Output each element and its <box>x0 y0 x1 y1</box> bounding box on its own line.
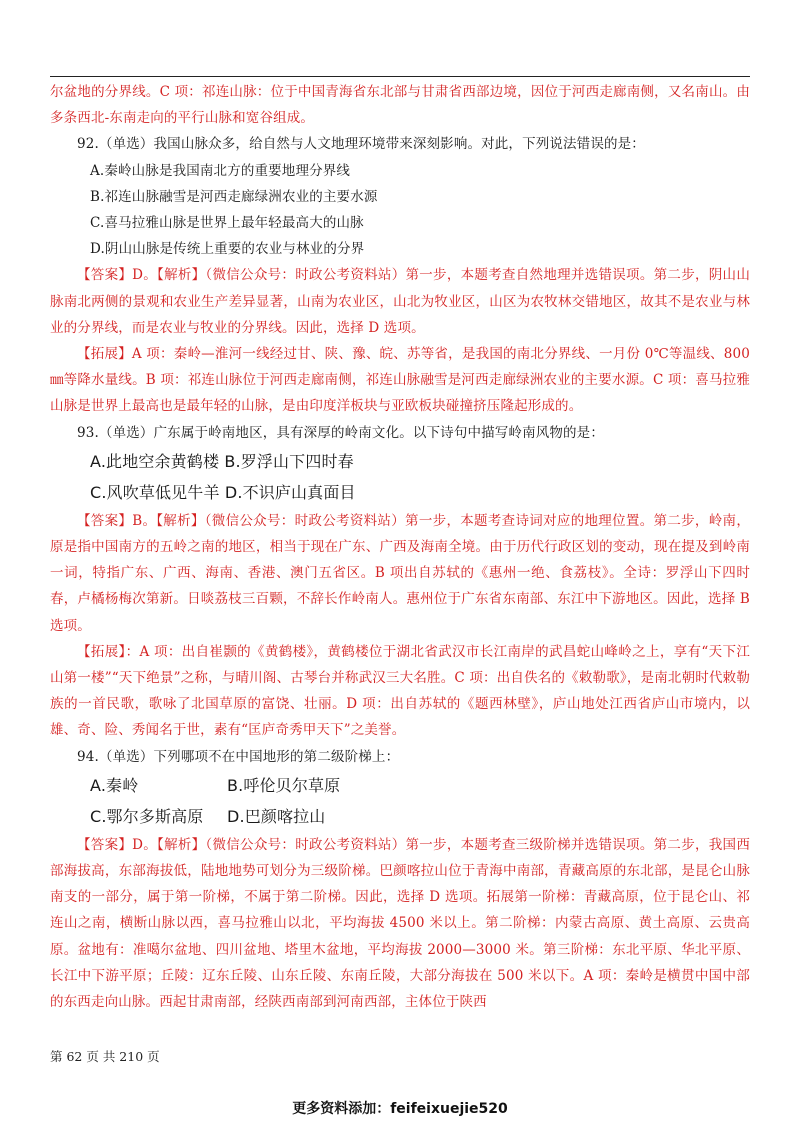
q92-extension: 【拓展】A 项：秦岭—淮河一线经过甘、陕、豫、皖、苏等省，是我国的南北分界线、一月份 0℃等温线、800㎜等降水量线。B 项：祁连山脉位于河西走廊南侧，祁连山脉融雪是河西走廊绿洲农业的主要水源。C 项：喜马拉雅山脉是世界上最高也是最年轻的山脉，是由印度洋板块与亚欧板块碰撞挤压隆起形成的。 <box>50 346 750 415</box>
q94-answer: 【答案】D。【解析】（微信公众号：时政公考资料站）第一步，本题考查三级阶梯并选错误项。第二步，我国西部海拔高，东部海拔低，陆地地势可划分为三级阶梯。巴颜喀拉山位于青海中南部，青藏高原的东北部，是昆仑山脉南支的一部分，属于第一阶梯，不属于第二阶梯。因此，选择 D 选项。拓展第一阶梯：青藏高原，位于昆仑山、祁连山之南，横断山脉以西，喜马拉雅山以北，平均海拔 4500 米以上。第二阶梯：内蒙古高原、黄土高原、云贵高原。盆地有：准噶尔盆地、四川盆地、塔里木盆地，平均海拔 2000—3000 米。第三阶梯：东北平原、华北平原、长江中下游平原；丘陵：辽东丘陵、山东丘陵、东南丘陵，大部分海拔在 500 米以下。A 项：秦岭是横贯中国中部的东西走向山脉。西起甘肃南部，经陕西南部到河南西部，主体位于陕西 <box>50 836 750 1011</box>
previous-continuation: 尔盆地的分界线。C 项：祁连山脉：位于中国青海省东北部与甘肃省西部边境，因位于河西走廊南侧，又名南山。由多条西北-东南走向的平行山脉和宽谷组成。 <box>50 84 750 127</box>
q92-option-b: B.祁连山脉融雪是河西走廊绿洲农业的主要水源 <box>90 188 378 205</box>
q92-option-a: A.秦岭山脉是我国南北方的重要地理分界线 <box>90 162 351 179</box>
q92-stem: 92.（单选）我国山脉众多，给自然与人文地理环境带来深刻影响。对此，下列说法错误的是： <box>77 136 645 153</box>
q94-option-c: C.鄂尔多斯高原 <box>90 806 204 826</box>
q93-options-row-1 <box>50 446 750 477</box>
q93-option-a: A.此地空余黄鹤楼 <box>90 451 220 471</box>
q93-option-c: C.风吹草低见牛羊 <box>90 482 220 502</box>
q94-option-d: D.巴颜喀拉山 <box>227 806 326 826</box>
q92-option-d: D.阴山山脉是传统上重要的农业与林业的分界 <box>90 241 365 258</box>
q94-options-row-2 <box>50 801 750 832</box>
q93-stem: 93.（单选）广东属于岭南地区，具有深厚的岭南文化。以下诗句中描写岭南风物的是： <box>77 424 604 441</box>
q92-option-c: C.喜马拉雅山脉是世界上最年轻最高大的山脉 <box>90 215 364 232</box>
q94-option-a: A.秦岭 <box>90 775 139 795</box>
promo-footer: 更多资料添加：feifeixuejie520 <box>292 1101 508 1117</box>
document-body <box>50 79 750 1015</box>
q92-answer: 【答案】D。【解析】（微信公众号：时政公考资料站）第一步，本题考查自然地理并选错误项。第二步，阴山山脉南北两侧的景观和农业生产差异显著，山南为农业区，山北为牧业区，山区为农牧林交错地区，故其不是农业与林业的分界线，而是农业与牧业的分界线。因此，选择 D 选项。 <box>50 267 750 336</box>
q93-option-d: D.不识庐山真面目 <box>224 482 356 502</box>
page-number: 第 62 页 共 210 页 <box>50 1049 160 1064</box>
q93-extension: 【拓展】：A 项：出自崔颢的《黄鹤楼》，黄鹤楼位于湖北省武汉市长江南岸的武昌蛇山峰岭之上，享有“天下江山第一楼”“天下绝景”之称，与晴川阁、古琴台并称武汉三大名胜。C 项：出自佚名的《敕勒歌》，是南北朝时代敕勒族的一首民歌，歌咏了北国草原的富饶、壮丽。D 项：出自苏轼的《题西林壁》，庐山地处江西省庐山市境内，以雄、奇、险、秀闻名于世，素有“匡庐奇秀甲天下”之美誉。 <box>50 643 750 739</box>
q94-stem: 94.（单选）下列哪项不在中国地形的第二级阶梯上： <box>77 748 400 765</box>
q93-options-row-2 <box>50 477 750 508</box>
q93-answer: 【答案】B。【解析】（微信公众号：时政公考资料站）第一步，本题考查诗词对应的地理位置。第二步，岭南，原是指中国南方的五岭之南的地区，相当于现在广东、广西及海南全境。由于历代行政区划的变动，现在提及到岭南一词，特指广东、广西、海南、香港、澳门五省区。B 项出自苏轼的《惠州一绝、食荔枝》。全诗：罗浮山下四时春，卢橘杨梅次第新。日啖荔枝三百颗，不辞长作岭南人。惠州位于广东省东南部、东江中下游地区。因此，选择 B 选项。 <box>50 512 750 634</box>
q93-option-b: B.罗浮山下四时春 <box>224 451 354 471</box>
header-rule <box>50 76 750 77</box>
q94-options-row-1 <box>50 770 750 801</box>
q94-option-b: B.呼伦贝尔草原 <box>227 775 341 795</box>
